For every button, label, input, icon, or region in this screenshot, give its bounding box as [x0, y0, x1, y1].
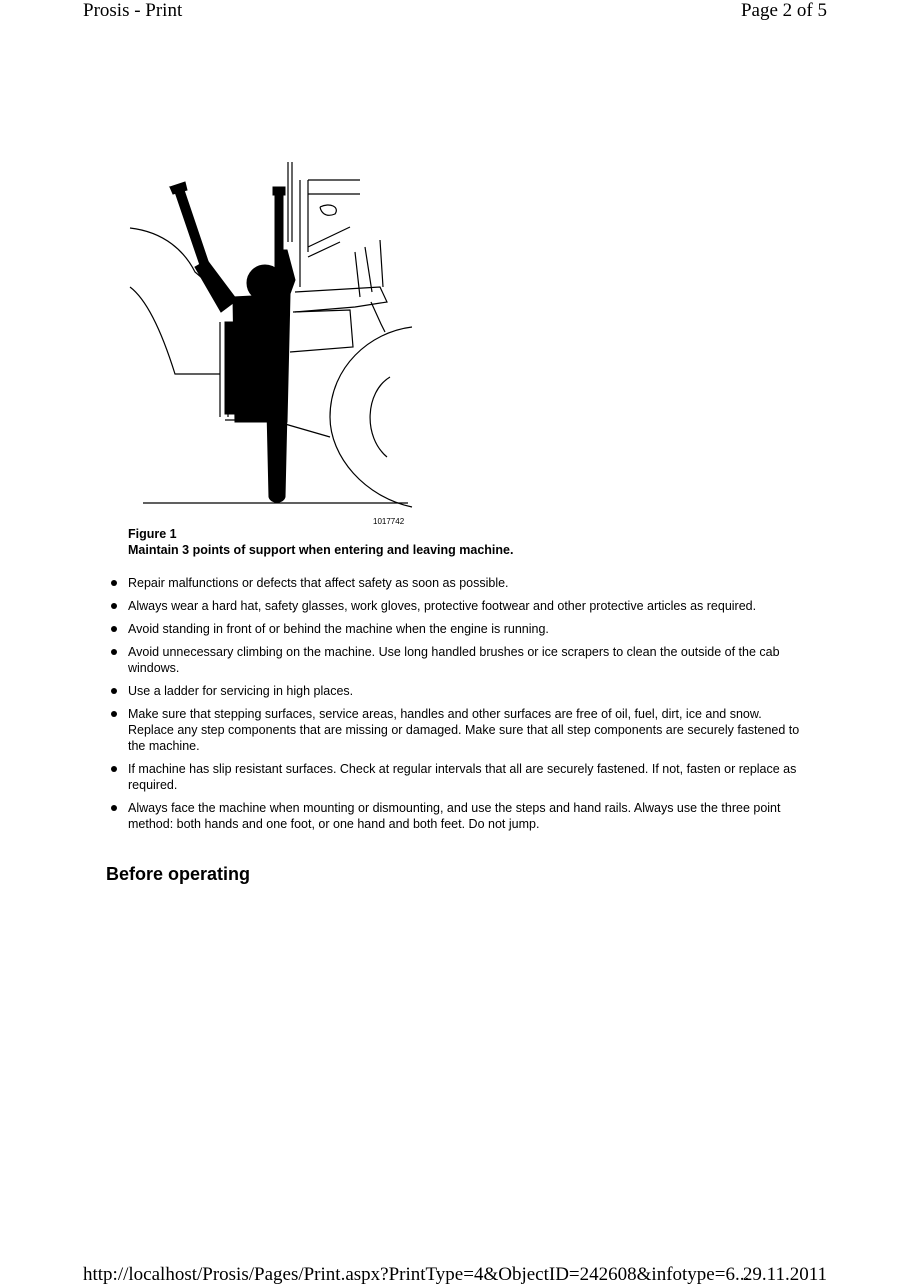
- figure-code: 1017742: [373, 517, 405, 526]
- bullet-icon: [111, 688, 117, 694]
- list-item: [108, 683, 808, 699]
- list-item: [108, 575, 808, 591]
- page-url: http://localhost/Prosis/Pages/Print.aspx?PrintType=4&ObjectID=242608&infotype=6...: [83, 1264, 750, 1285]
- figure-illustration: [125, 152, 415, 530]
- list-item-text: If machine has slip resistant surfaces. Check at regular intervals that all are securely fastened. If not, fasten or replace as required.: [128, 762, 797, 792]
- bullet-icon: [111, 626, 117, 632]
- list-item-text: Repair malfunctions or defects that affect safety as soon as possible.: [128, 576, 509, 590]
- list-item-text: Always face the machine when mounting or dismounting, and use the steps and hand rails. Always use the three point method: both hands and one foot, or one hand and both feet. Do not jump.: [128, 801, 781, 831]
- list-item: [108, 800, 808, 832]
- document-title: Prosis - Print: [83, 0, 183, 21]
- print-footer: [0, 1262, 909, 1286]
- safety-bullet-list: [108, 575, 808, 839]
- page-number: Page 2 of 5: [740, 0, 827, 21]
- print-date: 29.11.2011: [742, 1264, 827, 1285]
- list-item: [108, 598, 808, 614]
- list-item-text: Avoid unnecessary climbing on the machine. Use long handled brushes or ice scrapers to clean the outside of the cab windows.: [128, 645, 780, 675]
- operator-climbing-illustration: [125, 152, 415, 530]
- bullet-icon: [111, 603, 117, 609]
- bullet-icon: [111, 649, 117, 655]
- list-item-text: Always wear a hard hat, safety glasses, work gloves, protective footwear and other protective articles as required.: [128, 599, 757, 613]
- print-header: [0, 0, 909, 24]
- list-item: [108, 761, 808, 793]
- figure-label: Figure 1: [128, 527, 177, 541]
- list-item: [108, 706, 808, 754]
- list-item: [108, 621, 808, 637]
- bullet-icon: [111, 766, 117, 772]
- bullet-icon: [111, 805, 117, 811]
- figure-caption: [128, 526, 728, 558]
- bullet-icon: [111, 711, 117, 717]
- bullet-icon: [111, 580, 117, 586]
- list-item-text: Use a ladder for servicing in high places.: [128, 684, 354, 698]
- list-item: [108, 644, 808, 676]
- section-heading: Before operating: [106, 864, 251, 884]
- list-item-text: Avoid standing in front of or behind the machine when the engine is running.: [128, 622, 549, 636]
- figure-caption-text: Maintain 3 points of support when entering and leaving machine.: [128, 543, 514, 557]
- list-item-text: Make sure that stepping surfaces, service areas, handles and other surfaces are free of oil, fuel, dirt, ice and snow. Replace any step components that are missing or damaged. Make sure that all step components are securely fastened to the machine.: [128, 707, 800, 753]
